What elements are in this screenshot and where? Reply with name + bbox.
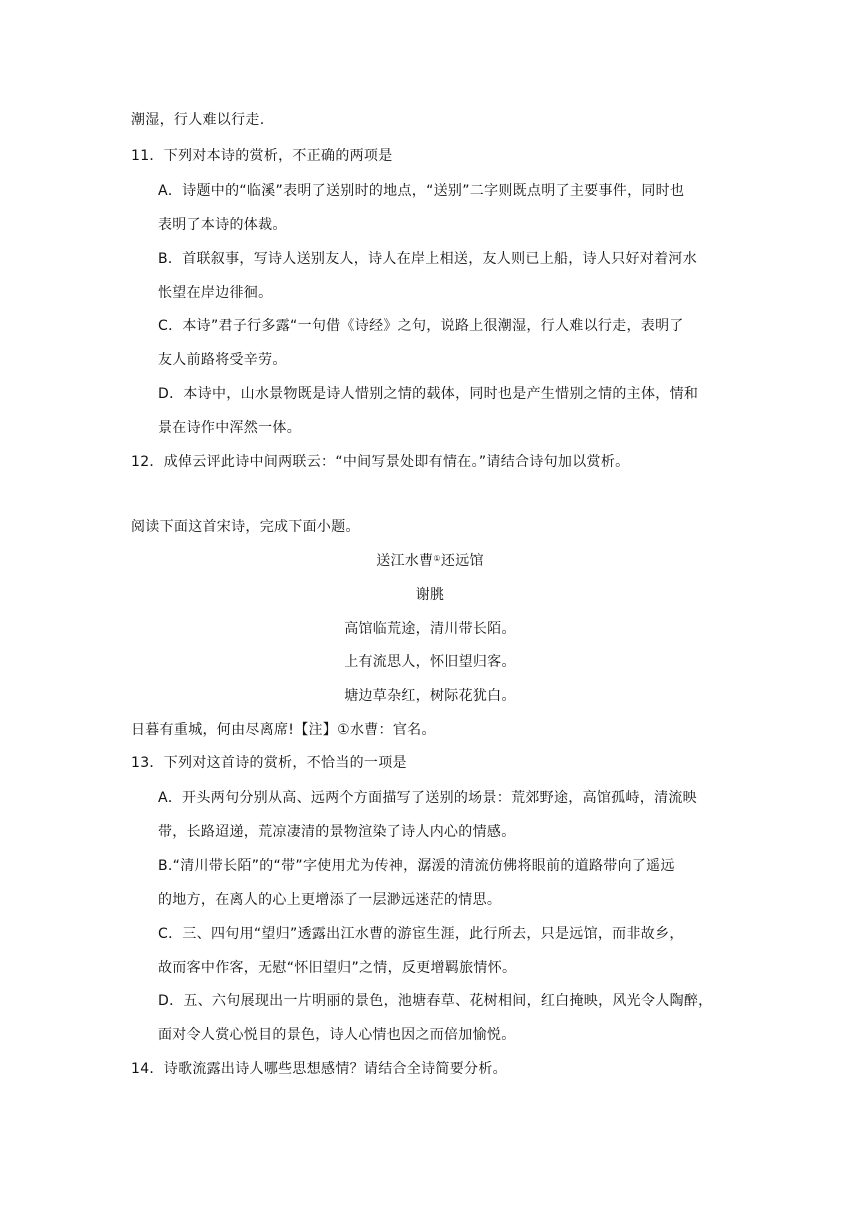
- q13-option-b-line1: B.“清川带长陌”的“带”字使用尤为传神，潺湲的清流仿佛将眼前的道路带向了遥远: [158, 858, 675, 874]
- poem-title-part1: 送江水曹: [376, 553, 434, 569]
- question-14-stem: 14．诗歌流露出诗人哪些思想感情？请结合全诗简要分析。: [131, 1061, 507, 1077]
- q11-option-c-line1: C．本诗”君子行多露“一句借《诗经》之句，说路上很潮湿，行人难以行走，表明了: [158, 318, 684, 334]
- poem-title: [0, 551, 860, 571]
- reading-instruction: 阅读下面这首宋诗，完成下面小题。: [131, 519, 360, 535]
- footnote-marker: ①: [433, 554, 441, 563]
- q11-option-d-line1: D．本诗中，山水景物既是诗人惜别之情的载体，同时也是产生惜别之情的主体，情和: [158, 386, 699, 402]
- q13-option-d-line2: 面对令人赏心悦目的景色，诗人心情也因之而倍加愉悦。: [158, 1027, 516, 1043]
- q11-option-a-line1: A．诗题中的“临溪”表明了送别时的地点，“送别”二字则既点明了主要事件，同时也: [158, 183, 685, 199]
- poem-title-part2: 还远馆: [440, 553, 484, 569]
- poem-line-1: 高馆临荒途，清川带长陌。: [344, 621, 516, 637]
- poem-author: 谢朓: [415, 587, 445, 603]
- q11-option-c-line2: 友人前路将受辛劳。: [158, 352, 287, 368]
- q13-option-d-line1: D．五、六句展现出一片明丽的景色，池塘春草、花树相间，红白掩映，风光令人陶醉，: [158, 993, 713, 1009]
- q13-option-a-line2: 带，长路迢递，荒凉凄清的景物渲染了诗人内心的情感。: [158, 824, 516, 840]
- q13-option-a-line1: A．开头两句分别从高、远两个方面描写了送别的场景：荒郊野途，高馆孤峙，清流映: [158, 790, 697, 806]
- question-12-stem: 12．成倬云评此诗中间两联云：“中间写景处即有情在。”请结合诗句加以赏析。: [131, 454, 630, 470]
- q13-option-c-line2: 故而客中作客，无慰“怀旧望归”之情，反更增羁旅情怀。: [158, 960, 517, 976]
- poem-line-3: 塘边草杂红，树际花犹白。: [344, 688, 516, 704]
- q11-option-d-line2: 景在诗作中浑然一体。: [158, 420, 301, 436]
- question-11-stem: 11．下列对本诗的赏析，不正确的两项是: [131, 148, 393, 164]
- q11-option-b-line1: B．首联叙事，写诗人送别友人，诗人在岸上相送，友人则已上船，诗人只好对着河水: [158, 251, 698, 267]
- q11-option-a-line2: 表明了本诗的体裁。: [158, 217, 287, 233]
- poem-line-4-with-note: 日暮有重城，何由尽离席!【注】①水曹：官名。: [131, 722, 436, 738]
- poem-line-2: 上有流思人，怀旧望归客。: [344, 654, 516, 670]
- q11-option-b-line2: 怅望在岸边徘徊。: [158, 285, 273, 301]
- continuation-text: 潮湿，行人难以行走.: [131, 112, 265, 128]
- q13-option-b-line2: 的地方，在离人的心上更增添了一层渺远迷茫的情思。: [158, 892, 502, 908]
- q13-option-c-line1: C．三、四句用“望归”透露出江水曹的游宦生涯，此行所去，只是远馆，而非故乡，: [158, 926, 684, 942]
- question-13-stem: 13．下列对这首诗的赏析，不恰当的一项是: [131, 755, 407, 771]
